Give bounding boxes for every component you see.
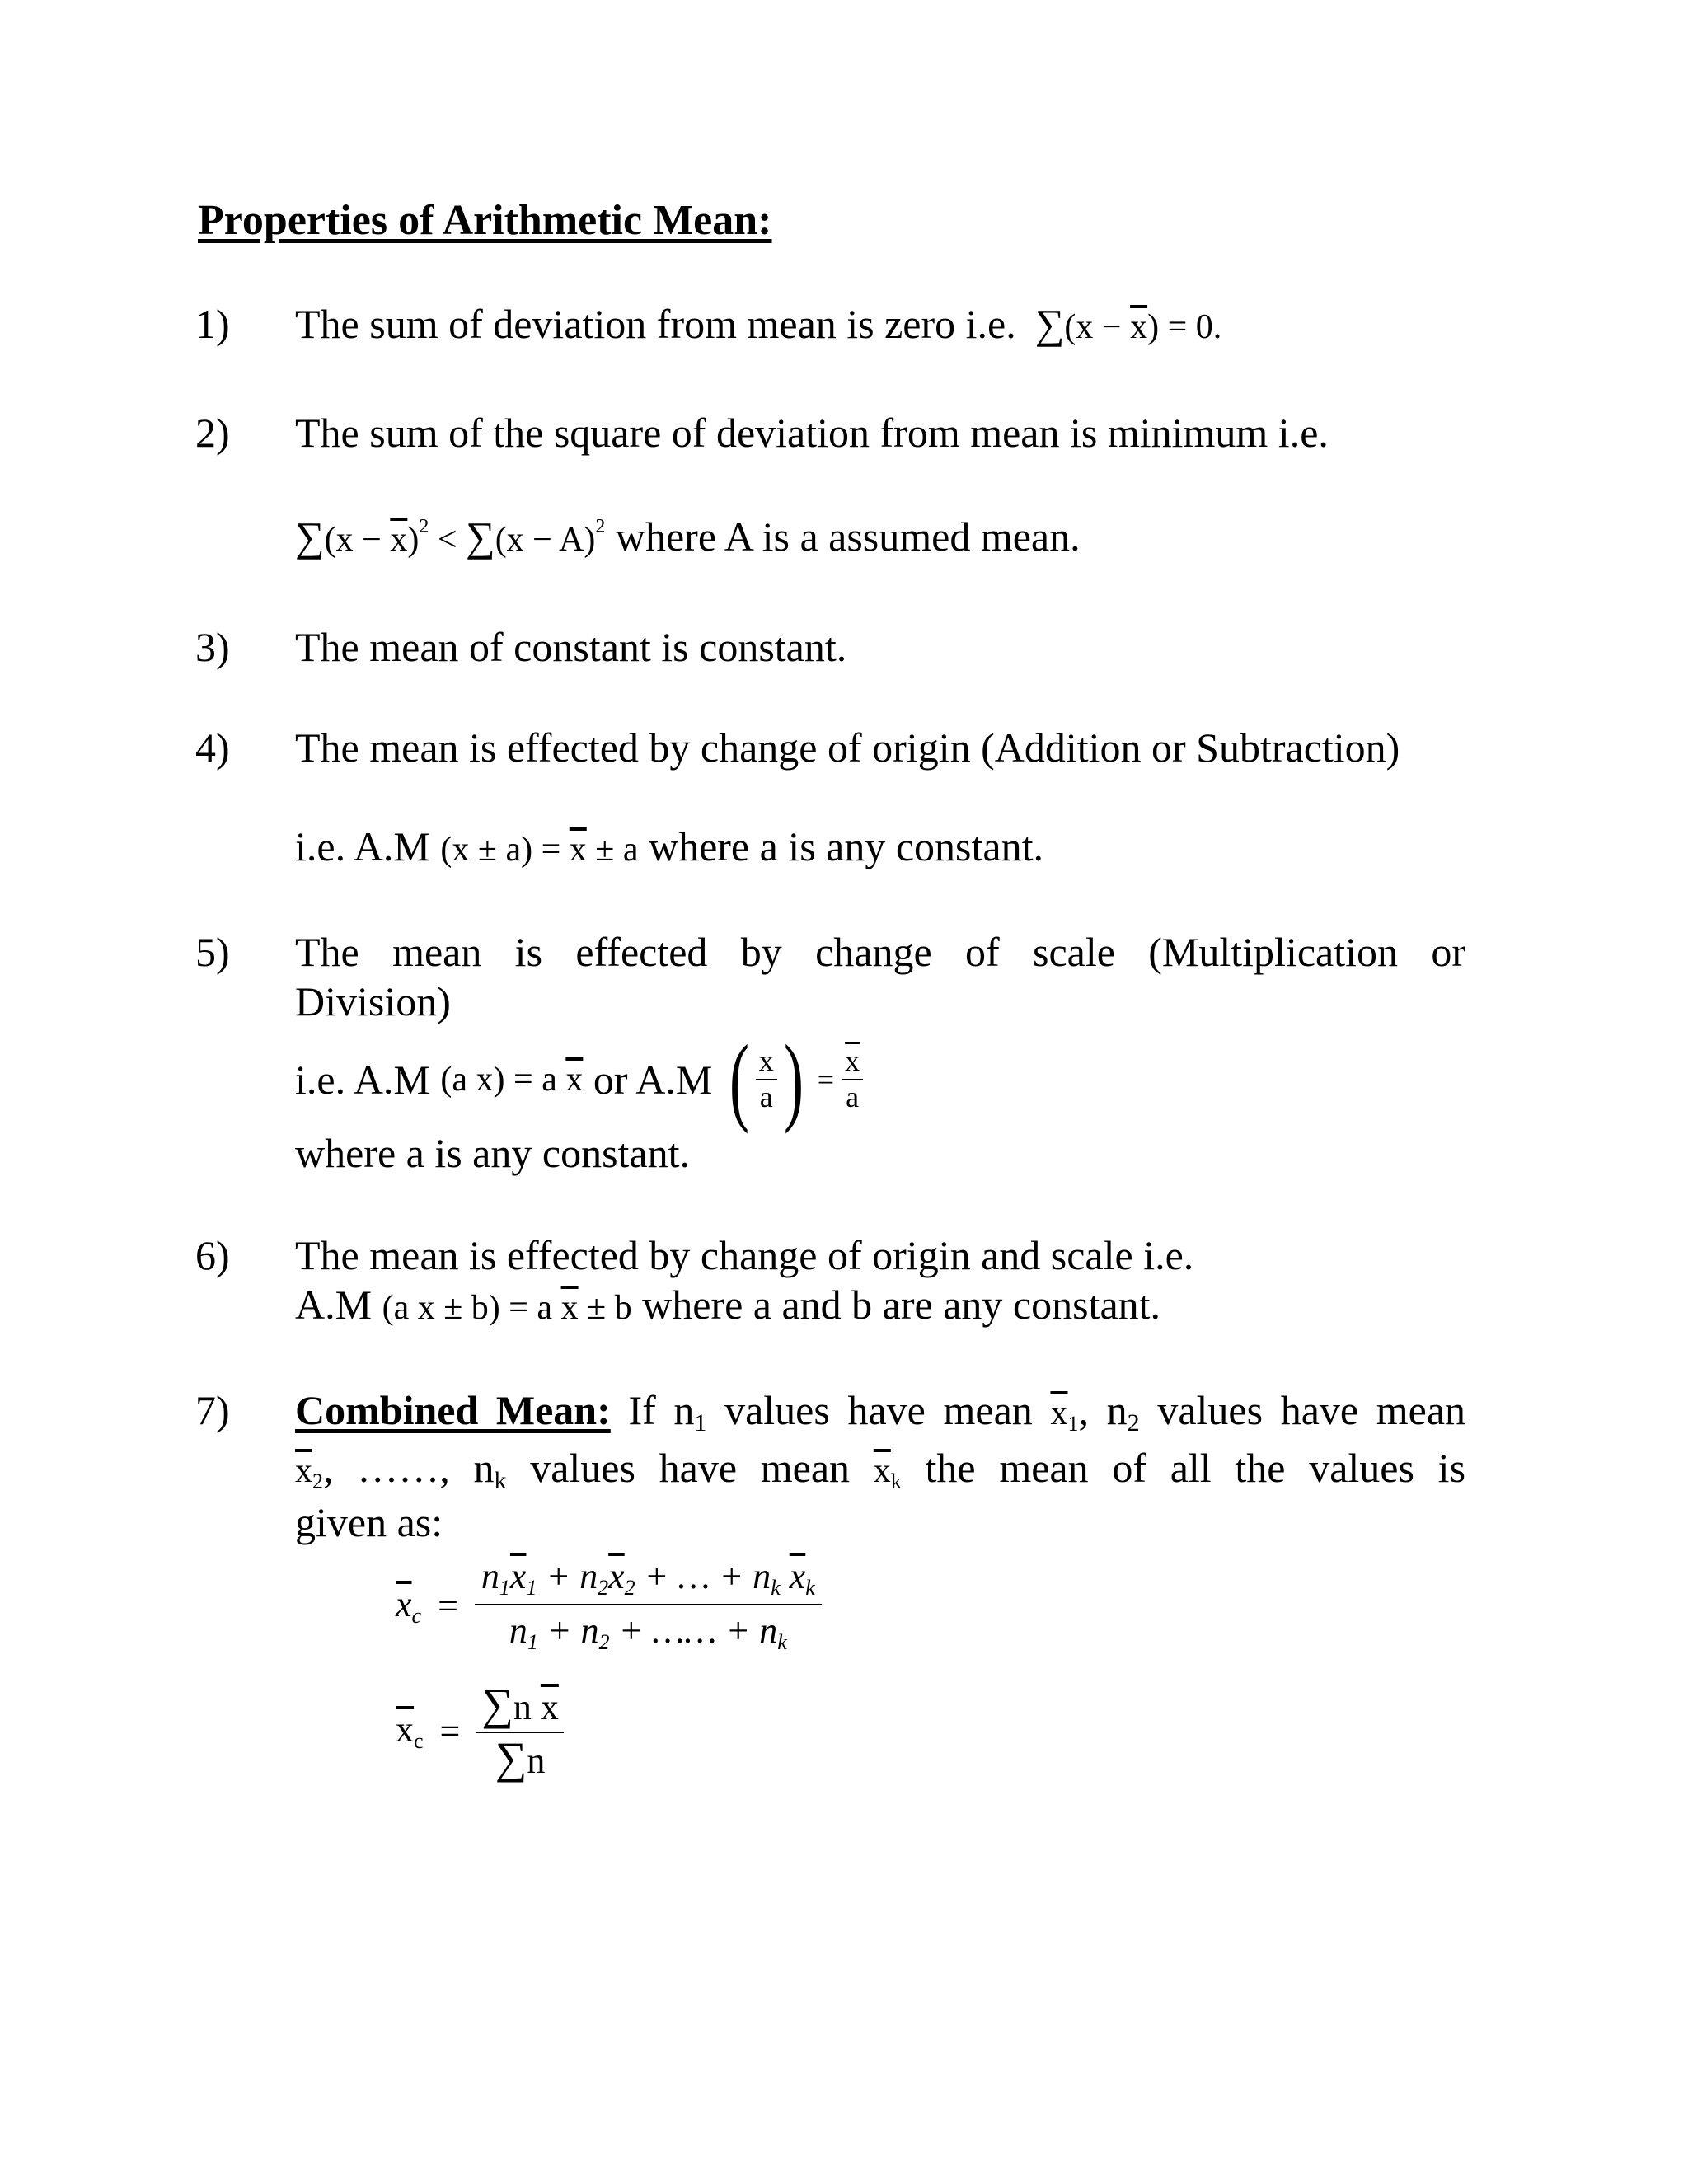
item-4-formula-line: i.e. A.M $(x \pm a) = \overline{x} \pm a$ where a is any constant.	[295, 823, 1043, 869]
item-5-text: The mean is effected by change of scale (Multiplication or	[295, 929, 1465, 975]
item-1-text: The sum of deviation from mean is zero i.e. $\sum(x - \overline{x}) = 0$.	[295, 301, 1222, 347]
formula-min-square: $\sum(x - \overline{x})^2 < \sum(x - A)^2$	[295, 513, 606, 560]
item-number-6: 6)	[195, 1232, 230, 1278]
formula-combined-mean-sigma: $\overline{x}_c$ = $\frac{\sum n \overline{x}}{\sum n}$	[396, 1681, 564, 1781]
formula-sum-deviation: $\sum(x - \overline{x}) = 0$.	[1034, 301, 1222, 347]
item-6-text: The mean is effected by change of origin and scale i.e.	[295, 1232, 1194, 1278]
item-number-1: 1)	[195, 301, 230, 347]
item-6-formula-line: A.M (a x ± b) = a $\overline{x} \pm b$ where a and b are any constant.	[295, 1282, 1161, 1328]
item-2-formula-line: $\sum(x - \overline{x})^2 < \sum(x - A)^2$ where A is a assumed mean.	[295, 513, 1081, 560]
formula-origin-scale: (a x ± b) = a $\overline{x} \pm b$	[382, 1289, 632, 1327]
formula-scale-div: ( $\frac{x}{a}$ ) = $\frac{\overline{x}}{a}$	[723, 1030, 863, 1129]
formula-origin: $(x \pm a) = \overline{x} \pm a$	[440, 831, 639, 869]
item-number-5: 5)	[195, 929, 230, 975]
item-number-4: 4)	[195, 724, 230, 771]
page-title: Properties of Arithmetic Mean:	[198, 197, 772, 244]
item-5-formula-line: i.e. A.M (a x) = a $\overline{x}$ or A.M ( $\frac{x}{a}$ ) = $\frac{\overline{x}}{a}$	[295, 1030, 863, 1129]
item-7-line-1: Combined Mean: If $n_1$ values have mean $\overline{x}_1$, $n_2$ values have mean	[295, 1387, 1466, 1436]
item-7-line-2: $\overline{x}_2$, ……, $n_k$ values have mean $\overline{x}_k$ the mean of all the values is	[295, 1445, 1466, 1494]
item-4-text: The mean is effected by change of origin (Addition or Subtraction)	[295, 724, 1400, 771]
formula-combined-mean-expanded: $\overline{x}_c$ = $\frac{n_1\overline{x}_1 + n_2\overline{x}_2 + \dots + n_k \overline{x}_k}{n_1 + n_2 + \dots\dots + n_k}$	[396, 1558, 822, 1654]
item-number-7: 7)	[195, 1387, 230, 1433]
item-number-2: 2)	[195, 410, 230, 456]
item-7-line-3: given as:	[295, 1499, 443, 1545]
formula-scale-mult: (a x) = a $\overline{x}$	[440, 1061, 584, 1099]
item-5-text-b: Division)	[295, 978, 451, 1024]
combined-mean-label: Combined Mean:	[295, 1387, 611, 1433]
item-5-suffix: where a is any constant.	[295, 1130, 691, 1176]
item-2-text: The sum of the square of deviation from mean is minimum i.e.	[295, 410, 1329, 456]
item-3-text: The mean of constant is constant.	[295, 624, 847, 670]
item-number-3: 3)	[195, 624, 230, 670]
